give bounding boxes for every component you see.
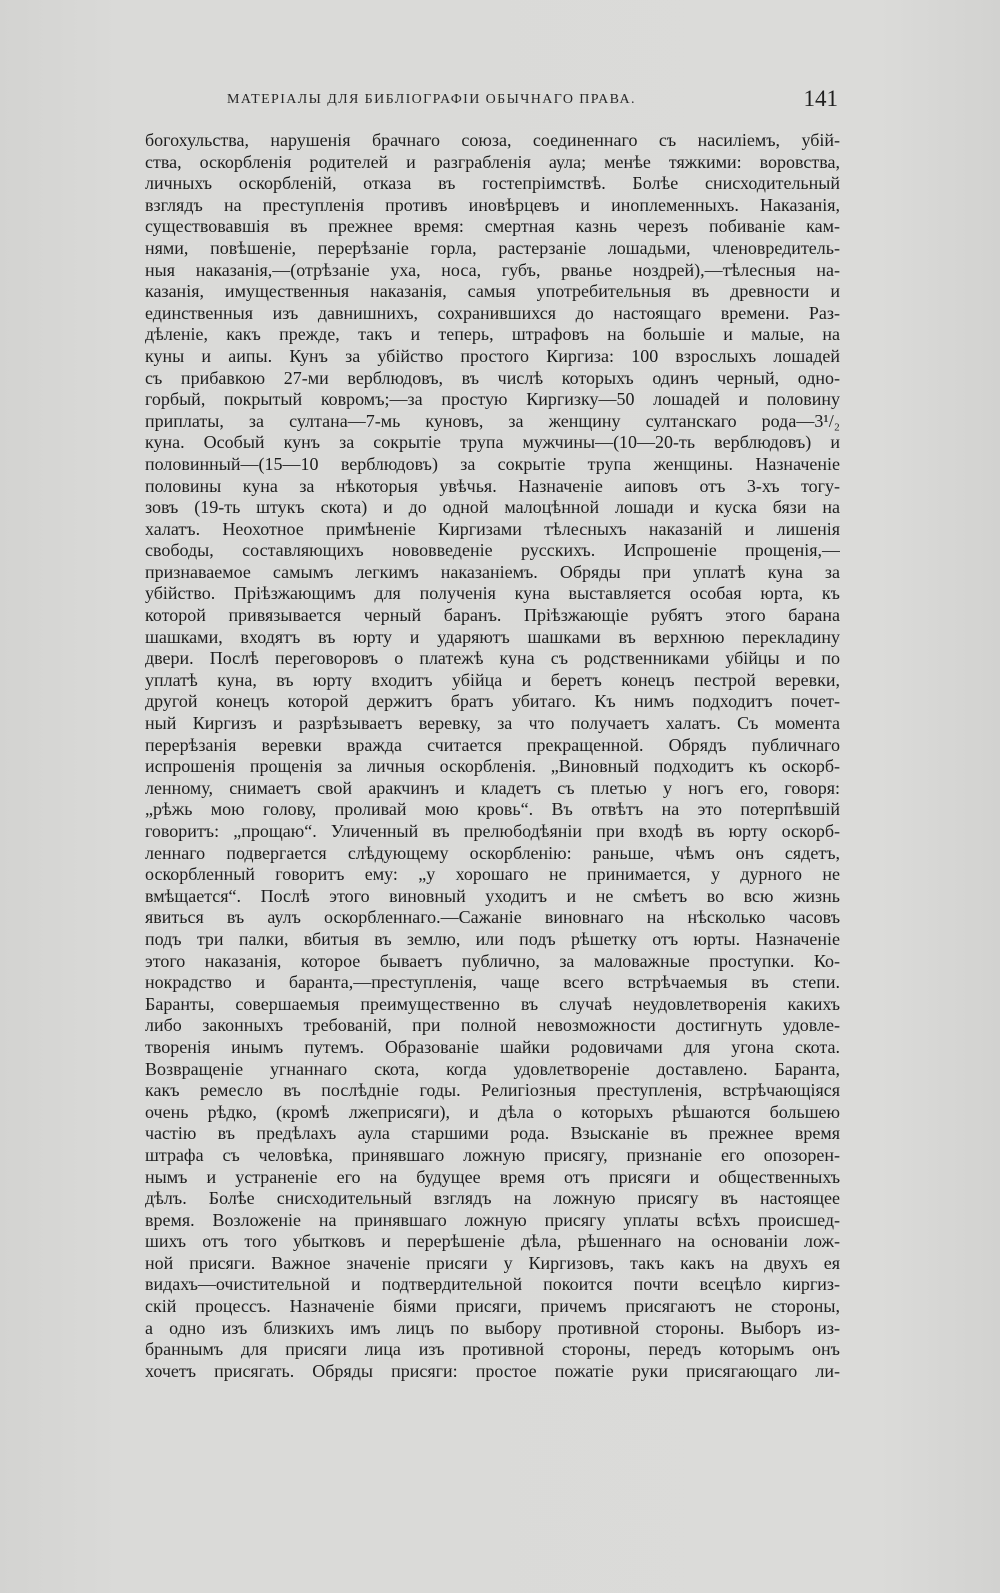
text-line: нями, повѣшеніе, перерѣзаніе горла, растерзаніе лошадьми, членовредитель- (145, 237, 840, 258)
text-line: ства, оскорбленія родителей и разграбленія аула; менѣе тяжкими: воровства, (145, 151, 840, 172)
text-line: либо законныхъ требованій, при полной невозможности достигнуть удовле- (145, 1015, 840, 1036)
text-line: а одно изъ близкихъ имъ лицъ по выбору противной стороны. Выборъ из- (145, 1317, 840, 1338)
text-line: дѣленіе, какъ прежде, такъ и теперь, штрафовъ на большіе и малые, на (145, 324, 840, 345)
text-line: этого наказанія, которое бываетъ публично, за маловажные проступки. Ко- (145, 950, 840, 971)
text-line: оскорбленный говоритъ ему: „у хорошаго не принимается, у дурного не (145, 864, 840, 885)
running-head (145, 86, 840, 116)
text-line: ныя наказанія,—(отрѣзаніе уха, носа, губъ, рванье ноздрей),—тѣлесныя на- (145, 259, 840, 280)
text-line: шихъ отъ того убытковъ и перерѣшеніе дѣла, рѣшеннаго на основаніи лож- (145, 1231, 840, 1252)
running-title: МАТЕРІАЛЫ ДЛЯ БИБЛІОГРАФІИ ОБЫЧНАГО ПРАВА. (227, 92, 636, 107)
text-line: Возвращеніе угнаннаго скота, когда удовлетвореніе доставлено. Баранта, (145, 1058, 840, 1079)
text-line: ленному, снимаетъ свой аракчинъ и кладетъ съ плетью у ногъ его, говоря: (145, 777, 840, 798)
text-line: видахъ—очистительной и подтвердительной покоится почти всецѣло киргиз- (145, 1274, 840, 1295)
text-line: Баранты, совершаемыя преимущественно въ случаѣ неудовлетворенія какихъ (145, 993, 840, 1014)
text-line: уплатѣ куна, въ юрту входитъ убійца и беретъ конецъ пестрой веревки, (145, 669, 840, 690)
text-line: перерѣзанія веревки вражда считается прекращенной. Обрядъ публичнаго (145, 734, 840, 755)
text-line: какъ ремесло въ послѣдніе годы. Религіозныя преступленія, встрѣчающіяся (145, 1080, 840, 1101)
text-line: двери. Послѣ переговоровъ о платежѣ куна съ родственниками убійцы и по (145, 648, 840, 669)
text-line: скій процессъ. Назначеніе біями присяги, причемъ присягаютъ не стороны, (145, 1296, 840, 1317)
page-number: 141 (803, 86, 838, 111)
body-text (145, 130, 840, 1382)
text-line: признаваемое самымъ легкимъ наказаніемъ. Обряды при уплатѣ куна за (145, 561, 840, 582)
text-line: единственныя изъ давнишнихъ, сохранившихся до настоящаго времени. Раз- (145, 302, 840, 323)
text-line: время. Возложеніе на принявшаго ложную присягу уплаты всѣхъ происшед- (145, 1209, 840, 1230)
text-line: ный Киргизъ и разрѣзываетъ веревку, за что получаетъ халатъ. Съ момента (145, 713, 840, 734)
text-line: другой конецъ которой держитъ братъ убитаго. Къ нимъ подходитъ почет- (145, 691, 840, 712)
text-line: существовавшія въ прежнее время: смертная казнь черезъ побиваніе кам- (145, 216, 840, 237)
text-line: богохульства, нарушенія брачнаго союза, соединеннаго съ насиліемъ, убій- (145, 130, 840, 150)
text-line: частію въ предѣлахъ аула старшими рода. Взысканіе въ прежнее время (145, 1123, 840, 1144)
text-line: говоритъ: „прощаю“. Уличенный въ прелюбодѣяніи при входѣ въ юрту оскорб- (145, 821, 840, 841)
text-line: съ прибавкою 27-ми верблюдовъ, въ числѣ которыхъ одинъ черный, одно- (145, 367, 840, 388)
text-line: ной присяги. Важное значеніе присяги у Киргизовъ, такъ какъ на двухъ ея (145, 1252, 840, 1273)
text-line: леннаго подвергается слѣдующему оскорбленію: раньше, чѣмъ онъ сядетъ, (145, 842, 840, 863)
text-line: личныхъ оскорбленій, отказа въ гостепріимствѣ. Болѣе снисходительный (145, 173, 840, 194)
text-line: очень рѣдко, (кромѣ лжеприсяги), и дѣла о которыхъ рѣшаются большею (145, 1101, 840, 1122)
text-line: творенія инымъ путемъ. Образованіе шайки родовичами для угона скота. (145, 1036, 840, 1057)
text-line: взглядъ на преступленія противъ иновѣрцевъ и иноплеменныхъ. Наказанія, (145, 194, 840, 215)
text-line: подъ три палки, вбитыя въ землю, или подъ рѣшетку отъ юрты. Назначеніе (145, 928, 840, 949)
text-line: половины куна за нѣкоторыя увѣчья. Назначеніе аиповъ отъ 3-хъ тогу- (145, 475, 840, 496)
text-line: убійство. Пріѣзжающимъ для полученія куна выставляется особая юрта, къ (145, 583, 840, 604)
text-line: казанія, имущественныя наказанія, самыя употребительныя въ древности и (145, 281, 840, 302)
text-line: явиться въ аулъ оскорбленнаго.—Сажаніе виновнаго на нѣсколько часовъ (145, 907, 840, 928)
text-line: вмѣщается“. Послѣ этого виновный уходитъ и не смѣетъ во всю жизнь (145, 885, 840, 906)
text-line: куны и аипы. Кунъ за убійство простого Киргиза: 100 взрослыхъ лошадей (145, 345, 840, 366)
text-line: нокрадство и баранта,—преступленія, чаще всего встрѣчаемыя въ степи. (145, 972, 840, 993)
text-line: шашками, входятъ въ юрту и ударяютъ шашками въ верхнюю перекладину (145, 626, 840, 647)
text-line: половинный—(15—10 верблюдовъ) за сокрытіе трупа женщины. Назначеніе (145, 453, 840, 474)
text-line: браннымъ для присяги лица изъ противной стороны, передъ которымъ онъ (145, 1339, 840, 1360)
text-line: свободы, составляющихъ нововведеніе русскихъ. Испрошеніе прощенія,— (145, 540, 840, 561)
text-line: „рѣжь мою голову, проливай мою кровь“. Въ отвѣтъ на это потерпѣвшій (145, 799, 840, 820)
text-line: хочетъ присягать. Обряды присяги: простое пожатіе руки присягающаго ли- (145, 1360, 840, 1381)
text-line: приплаты, за султана—7-мь куновъ, за женщину султанскаго рода—3¹/₂ (145, 410, 840, 431)
text-line: нымъ и устраненіе его на будущее время отъ присяги и общественныхъ (145, 1166, 840, 1187)
text-line: горбый, покрытый ковромъ;—за простую Киргизку—50 лошадей и половину (145, 389, 840, 410)
text-line: дѣлъ. Болѣе снисходительный взглядъ на ложную присягу въ настоящее (145, 1188, 840, 1209)
text-line: штрафа съ человѣка, принявшаго ложную присягу, признаніе его опозорен- (145, 1144, 840, 1165)
text-line: зовъ (19-ть штукъ скота) и до одной малоцѣнной лошади и куска бязи на (145, 497, 840, 518)
text-line: куна. Особый кунъ за сокрытіе трупа мужчины—(10—20-ть верблюдовъ) и (145, 432, 840, 453)
text-line: которой привязывается черный баранъ. Пріѣзжающіе рубятъ этого барана (145, 605, 840, 626)
text-line: халатъ. Неохотное примѣненіе Киргизами тѣлесныхъ наказаній и лишенія (145, 518, 840, 539)
text-line: испрошенія прощенія за личныя оскорбленія. „Виновный подходитъ къ оскорб- (145, 756, 840, 777)
